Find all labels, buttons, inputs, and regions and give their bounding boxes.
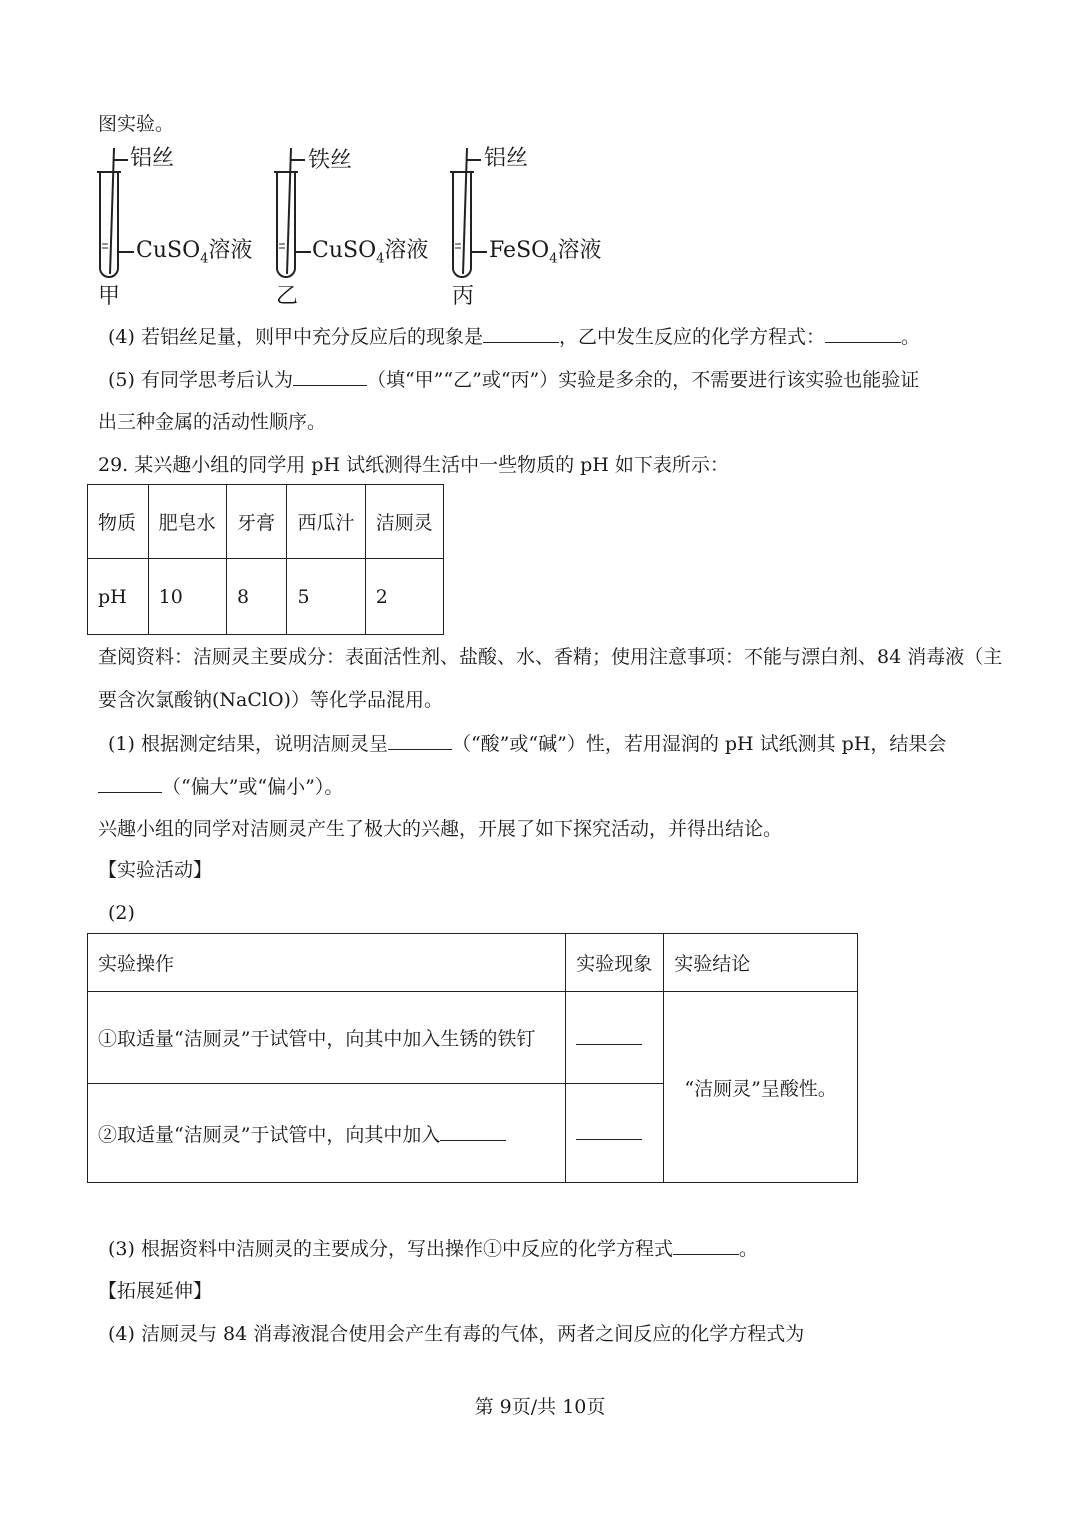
- question-4: (4) 洁厕灵与 84 消毒液混合使用会产生有毒的气体，两者之间反应的化学方程式为: [108, 1323, 805, 1345]
- table-row: [88, 485, 444, 559]
- table-header-cell: 物质: [88, 485, 149, 559]
- table-header-cell: 洁厕灵: [365, 485, 443, 559]
- question-29-intro: 29. 某兴趣小组的同学用 pH 试纸测得生活中一些物质的 pH 如下表所示：: [98, 454, 729, 476]
- table-cell: ②取适量“洁厕灵”于试管中，向其中加入: [88, 1084, 566, 1183]
- table-header-cell: 牙膏: [226, 485, 287, 559]
- tube-bing-solution: FeSO$_4$溶液: [489, 238, 602, 267]
- table-row: [88, 559, 444, 635]
- tube-bing-wire: 铝丝: [484, 146, 529, 171]
- table-row: [88, 934, 858, 992]
- reference-line-2: 要含次氯酸钠(NaClO)）等化学品混用。: [98, 689, 443, 711]
- table-header-cell: 实验结论: [664, 934, 858, 992]
- answer-blank[interactable]: [576, 1121, 642, 1140]
- question-1-line2: （“偏大”或“偏小”）。: [98, 774, 343, 799]
- page-footer: 第 9页/共 10页: [474, 1396, 606, 1418]
- answer-blank[interactable]: [98, 774, 162, 793]
- answer-blank[interactable]: [483, 324, 559, 343]
- answer-blank[interactable]: [440, 1122, 506, 1141]
- table-cell: [566, 992, 664, 1084]
- table-row: [88, 992, 858, 1084]
- answer-blank[interactable]: [388, 731, 452, 750]
- test-tubes-drawing: [0, 140, 1080, 440]
- table-header-cell: 西瓜汁: [287, 485, 365, 559]
- table-cell: pH: [88, 559, 149, 635]
- reference-line-1: 查阅资料：洁厕灵主要成分：表面活性剂、盐酸、水、香精；使用注意事项：不能与漂白剂、84 消毒液（主: [98, 646, 1003, 668]
- tube-yi-name: 乙: [276, 284, 299, 309]
- tube-jia-solution: CuSO$_4$溶液: [136, 238, 253, 267]
- table-cell: 8: [226, 559, 287, 635]
- tube-bing-icon: [450, 148, 487, 277]
- answer-blank[interactable]: [576, 1026, 642, 1045]
- tube-jia-icon: [97, 148, 134, 277]
- table-cell: 2: [365, 559, 443, 635]
- table-cell: “洁厕灵”呈酸性。: [664, 992, 858, 1183]
- tube-jia-wire: 铝丝: [130, 146, 175, 171]
- prev-question-5: (5) 有同学思考后认为 （填“甲”“乙”或“丙”）实验是多余的，不需要进行该实验也能验证: [108, 369, 920, 391]
- answer-blank[interactable]: [825, 324, 901, 343]
- table-header-cell: 肥皂水: [148, 485, 226, 559]
- prev-question-5-line2: 出三种金属的活动性顺序。: [98, 411, 327, 433]
- tube-jia-name: 甲: [98, 284, 121, 309]
- tube-yi-solution: CuSO$_4$溶液: [312, 238, 429, 267]
- tube-bing-name: 丙: [452, 284, 475, 309]
- table-cell: ①取适量“洁厕灵”于试管中，向其中加入生锈的铁钉: [88, 992, 566, 1084]
- interest-line: 兴趣小组的同学对洁厕灵产生了极大的兴趣，开展了如下探究活动，并得出结论。: [98, 818, 783, 840]
- table-header-cell: 实验操作: [88, 934, 566, 992]
- answer-blank[interactable]: [673, 1236, 739, 1255]
- question-3: (3) 根据资料中洁厕灵的主要成分，写出操作①中反应的化学方程式 。: [108, 1238, 758, 1260]
- table-header-cell: 实验现象: [566, 934, 664, 992]
- tube-yi-wire: 铁丝: [308, 148, 353, 173]
- activity-heading: 【实验活动】: [98, 859, 213, 881]
- ph-table: [87, 484, 444, 635]
- table-cell: 10: [148, 559, 226, 635]
- question-1: (1) 根据测定结果，说明洁厕灵呈 （“酸”或“碱”）性，若用湿润的 pH 试纸测其 pH，结果会: [108, 733, 947, 755]
- question-2-label: (2): [108, 902, 135, 924]
- experiment-table: [87, 933, 858, 1183]
- table-cell: [566, 1084, 664, 1183]
- tube-yi-icon: [274, 148, 311, 277]
- table-cell: 5: [287, 559, 365, 635]
- intro-line: 图实验。: [98, 113, 175, 135]
- prev-question-4: (4) 若铝丝足量，则甲中充分反应后的现象是 ，乙中发生反应的化学方程式： 。: [108, 326, 920, 348]
- answer-blank[interactable]: [293, 367, 367, 386]
- extension-heading: 【拓展延伸】: [98, 1280, 213, 1302]
